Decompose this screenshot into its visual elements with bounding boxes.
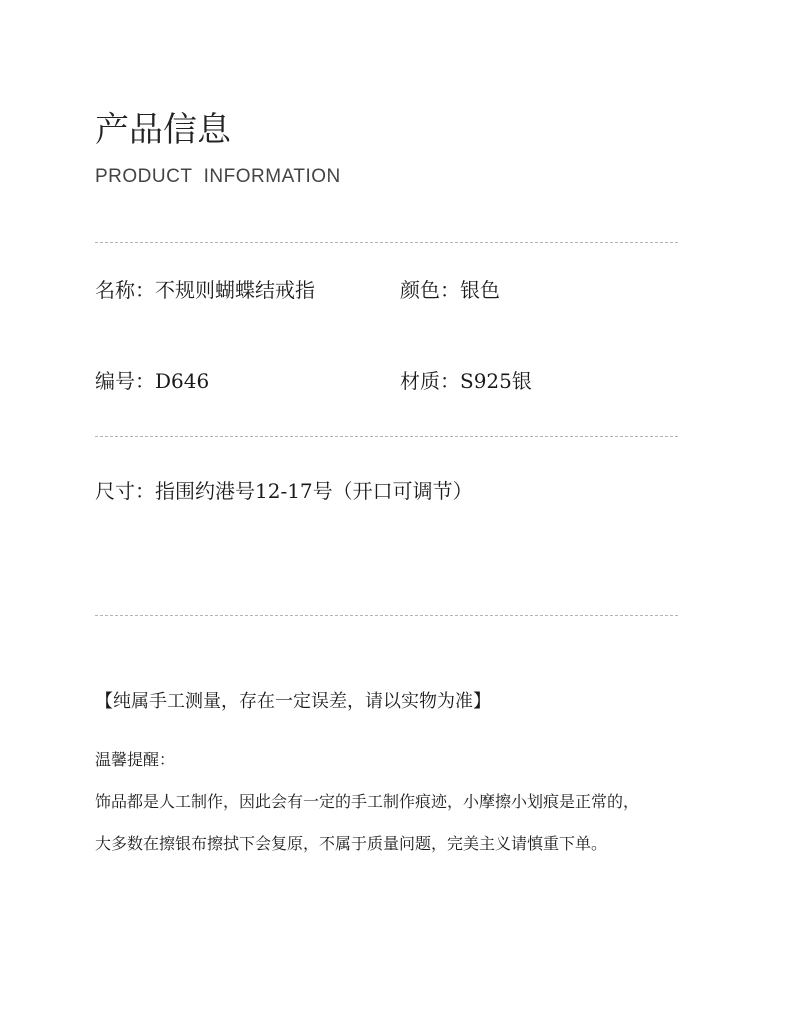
tips-label: 温馨提醒： [95, 750, 176, 769]
divider [95, 242, 678, 243]
product-material: 材质：S925银 [400, 369, 532, 393]
tips-line: 大多数在擦银布擦拭下会复原，不属于质量问题，完美主义请慎重下单。 [95, 834, 608, 853]
page-subtitle: PRODUCT INFORMATION [95, 166, 341, 187]
tips-line: 饰品都是人工制作，因此会有一定的手工制作痕迹，小摩擦小划痕是正常的， [95, 792, 640, 811]
product-color: 颜色：银色 [400, 278, 500, 302]
measurement-note: 【纯属手工测量，存在一定误差，请以实物为准】 [95, 691, 491, 712]
page-title: 产品信息 [95, 110, 231, 150]
product-code: 编号：D646 [95, 369, 210, 393]
product-name: 名称：不规则蝴蝶结戒指 [95, 278, 315, 302]
divider [95, 436, 678, 437]
product-size: 尺寸：指围约港号12-17号（开口可调节） [95, 479, 473, 503]
divider [95, 615, 678, 616]
